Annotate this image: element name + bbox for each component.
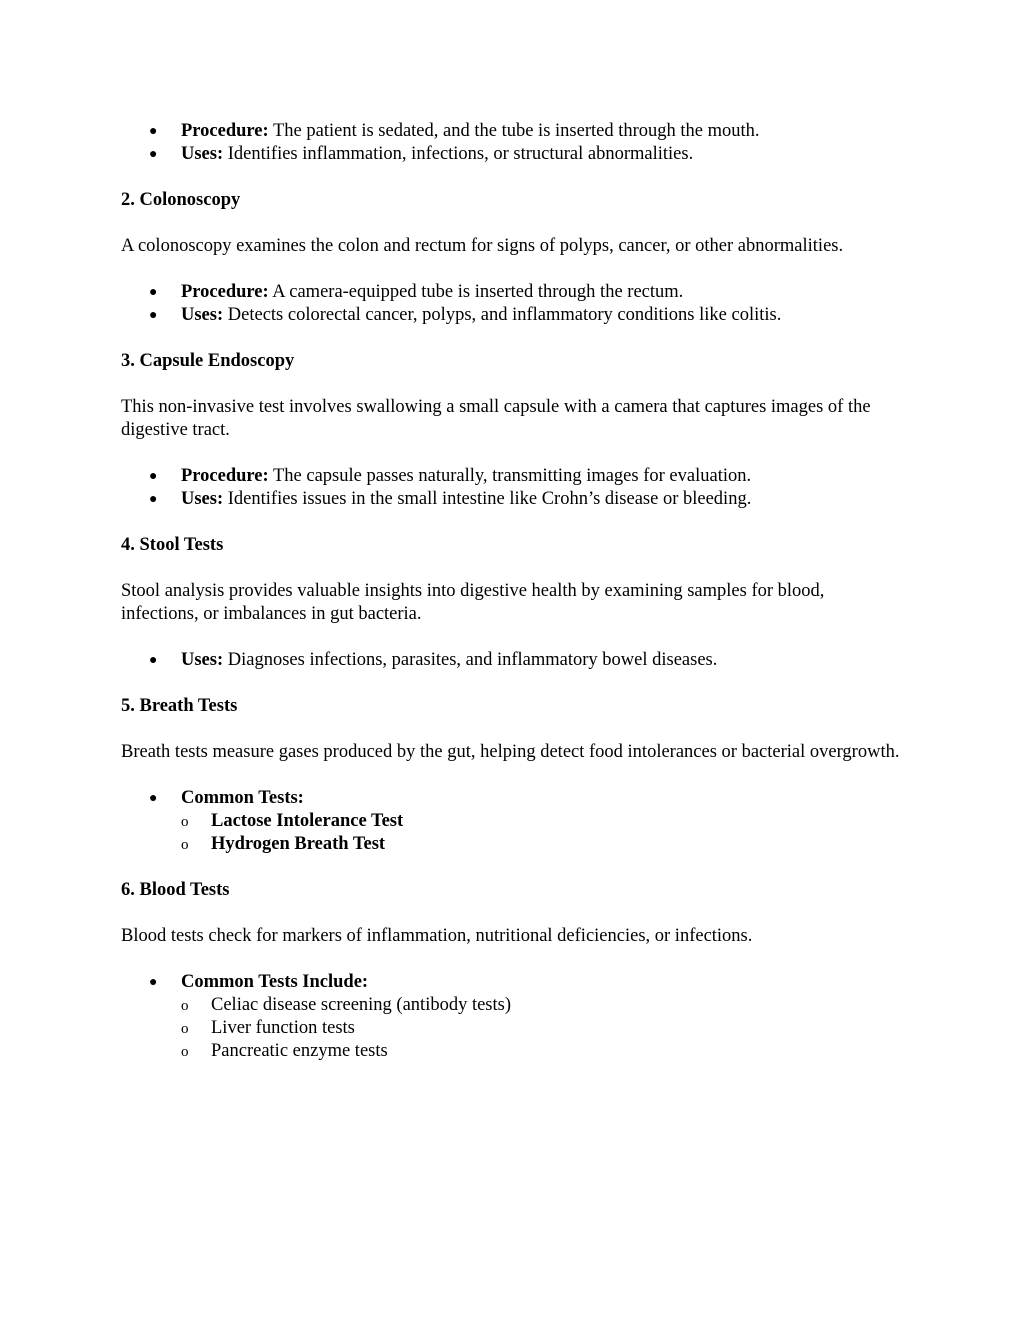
section-paragraph: This non-invasive test involves swallowing a small capsule with a camera that captures images of the digestive tract. bbox=[121, 397, 871, 440]
sub-list bbox=[151, 810, 901, 856]
list-item bbox=[121, 281, 901, 304]
sub-item-text: Hydrogen Breath Test bbox=[211, 834, 386, 854]
sub-item-text: Liver function tests bbox=[211, 1018, 355, 1038]
bullet-list bbox=[121, 281, 901, 327]
sub-list-item bbox=[151, 810, 901, 833]
bullet-list bbox=[121, 971, 901, 994]
section-heading-stool-tests: 4. Stool Tests bbox=[121, 535, 224, 555]
section-heading-blood-tests: 6. Blood Tests bbox=[121, 880, 230, 900]
list-item bbox=[121, 143, 901, 166]
bullet-icon: ● bbox=[149, 975, 158, 990]
list-item bbox=[121, 465, 901, 488]
bullet-icon: ● bbox=[149, 308, 158, 323]
sub-list-item bbox=[151, 1017, 901, 1040]
sub-list bbox=[151, 994, 901, 1063]
bullet-icon: ● bbox=[149, 492, 158, 507]
sub-list-item bbox=[151, 994, 901, 1017]
item-label: Uses: bbox=[181, 650, 224, 670]
bullet-icon: ● bbox=[149, 791, 158, 806]
bullet-icon: ● bbox=[149, 285, 158, 300]
item-label: Procedure: bbox=[181, 466, 269, 486]
bullet-icon: ● bbox=[149, 147, 158, 162]
item-text: The capsule passes naturally, transmitting images for evaluation. bbox=[268, 466, 752, 486]
list-item bbox=[121, 787, 901, 810]
sub-item-text: Celiac disease screening (antibody tests) bbox=[211, 995, 512, 1015]
section-heading-colonoscopy: 2. Colonoscopy bbox=[121, 190, 241, 210]
item-label: Uses: bbox=[181, 305, 224, 325]
list-item bbox=[121, 488, 901, 511]
document-page bbox=[121, 0, 901, 1063]
list-item bbox=[121, 304, 901, 327]
bullet-list bbox=[121, 787, 901, 810]
circle-bullet-icon: o bbox=[181, 814, 189, 830]
sub-item-text: Lactose Intolerance Test bbox=[211, 811, 404, 831]
section-paragraph: A colonoscopy examines the colon and rectum for signs of polyps, cancer, or other abnormalities. bbox=[121, 236, 844, 256]
item-label: Uses: bbox=[181, 144, 224, 164]
bullet-icon: ● bbox=[149, 469, 158, 484]
bullet-list bbox=[121, 649, 901, 672]
list-item bbox=[121, 649, 901, 672]
bullet-icon: ● bbox=[149, 653, 158, 668]
circle-bullet-icon: o bbox=[181, 1021, 189, 1037]
section-heading-capsule-endoscopy: 3. Capsule Endoscopy bbox=[121, 351, 295, 371]
list-item bbox=[121, 971, 901, 994]
list-item bbox=[121, 120, 901, 143]
bullet-list bbox=[121, 465, 901, 511]
sub-list-item bbox=[151, 1040, 901, 1063]
item-label: Common Tests Include: bbox=[181, 972, 369, 992]
sub-item-text: Pancreatic enzyme tests bbox=[211, 1041, 388, 1061]
item-label: Procedure: bbox=[181, 121, 269, 141]
item-text: Identifies issues in the small intestine like Crohn’s disease or bleeding. bbox=[223, 489, 752, 509]
sub-list-item bbox=[151, 833, 901, 856]
circle-bullet-icon: o bbox=[181, 837, 189, 853]
item-text: The patient is sedated, and the tube is inserted through the mouth. bbox=[268, 121, 760, 141]
item-text: Detects colorectal cancer, polyps, and inflammatory conditions like colitis. bbox=[223, 305, 782, 325]
bullet-icon: ● bbox=[149, 124, 158, 139]
section-paragraph: Stool analysis provides valuable insights into digestive health by examining samples for blood, infections, or imbalances in gut bacteria. bbox=[121, 581, 825, 624]
section-paragraph: Breath tests measure gases produced by the gut, helping detect food intolerances or bacterial overgrowth. bbox=[121, 742, 900, 762]
item-label: Uses: bbox=[181, 489, 224, 509]
circle-bullet-icon: o bbox=[181, 998, 189, 1014]
circle-bullet-icon: o bbox=[181, 1044, 189, 1060]
item-label: Procedure: bbox=[181, 282, 269, 302]
item-text: Diagnoses infections, parasites, and inflammatory bowel diseases. bbox=[223, 650, 718, 670]
section-heading-breath-tests: 5. Breath Tests bbox=[121, 696, 238, 716]
top-bullet-list bbox=[121, 120, 901, 166]
item-text: Identifies inflammation, infections, or structural abnormalities. bbox=[223, 144, 694, 164]
item-text: A camera-equipped tube is inserted through the rectum. bbox=[268, 282, 684, 302]
item-label: Common Tests: bbox=[181, 788, 304, 808]
section-paragraph: Blood tests check for markers of inflammation, nutritional deficiencies, or infections. bbox=[121, 926, 753, 946]
